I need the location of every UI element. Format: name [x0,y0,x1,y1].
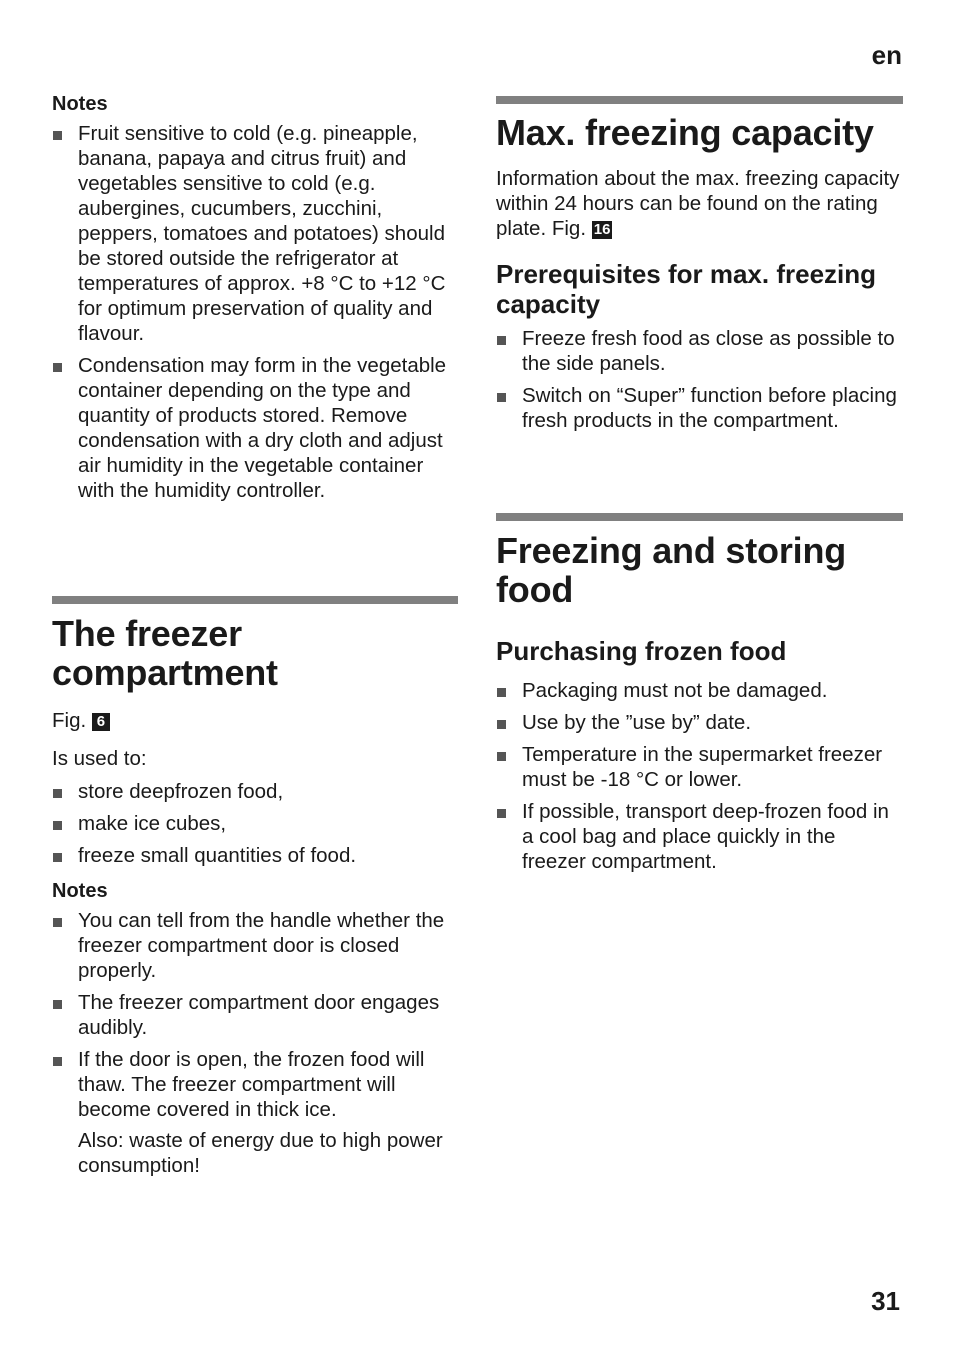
list-item: Use by the ”use by” date. [496,710,903,735]
storing-section [496,531,903,881]
list-item: If the door is open, the frozen food will thaw. The freezer compartment will become covered in thick ice. [52,1047,458,1122]
subsection-title: Purchasing frozen food [496,636,787,666]
extra-note: Also: waste of energy due to high power consumption! [78,1129,443,1177]
intro-text: Information about the max. freezing capacity within 24 hours can be found on the rating plate. Fig. 16 [496,167,900,240]
prerequisites-list [496,326,903,433]
list-item: store deepfrozen food, [52,779,458,804]
list-item: Packaging must not be damaged. [496,678,903,703]
list-item: Fruit sensitive to cold (e.g. pineapple, banana, papaya and citrus fruit) and vegetables sensitive to cold (e.g. aubergines, cucumbers, zucchini, peppers, tomatoes and potatoes) should be stored outside the refrigerator at temperatures of approx. +8 °C to +12 °C for optimum preservation of quality and flavour. [52,121,458,346]
section-divider [52,596,458,604]
list-item: make ice cubes, [52,811,458,836]
list-item: Freeze fresh food as close as possible to the side panels. [496,326,903,376]
section-title: Max. freezing capacity [496,112,874,153]
language-label: en [871,40,902,70]
figure-number-badge: 6 [92,713,110,731]
list-item: Condensation may form in the vegetable container depending on the type and quantity of products stored. Remove condensation with a dry cloth and adjust air humidity in the vegetable container with the humidity controller. [52,353,458,503]
list-item: freeze small quantities of food. [52,843,458,868]
max-freezing-section [496,113,903,440]
section-title: Freezing and storing food [496,530,847,610]
list-item: If possible, transport deep-frozen food in a cool bag and place quickly in the freezer compartment. [496,799,903,874]
section-title: The freezer compartment [52,613,278,693]
purchase-list [496,678,903,874]
page-number: 31 [871,1286,900,1316]
list-item: Switch on “Super” function before placing fresh products in the compartment. [496,383,903,433]
list-item: Temperature in the supermarket freezer must be -18 °C or lower. [496,742,903,792]
figure-reference: Fig. 6 [52,708,458,733]
notes-section-1 [52,91,458,510]
used-to-text: Is used to: [52,747,147,770]
notes-list [52,908,458,1122]
notes-heading: Notes [52,93,108,115]
notes-list [52,121,458,503]
freezer-section [52,614,458,1178]
uses-list [52,779,458,868]
list-item: You can tell from the handle whether the freezer compartment door is closed properly. [52,908,458,983]
section-divider [496,96,903,104]
list-item: The freezer compartment door engages audibly. [52,990,458,1040]
subsection-title: Prerequisites for max. freezing capacity [496,259,877,319]
notes-heading: Notes [52,880,108,902]
figure-number-badge: 16 [593,221,611,238]
section-divider [496,513,903,521]
